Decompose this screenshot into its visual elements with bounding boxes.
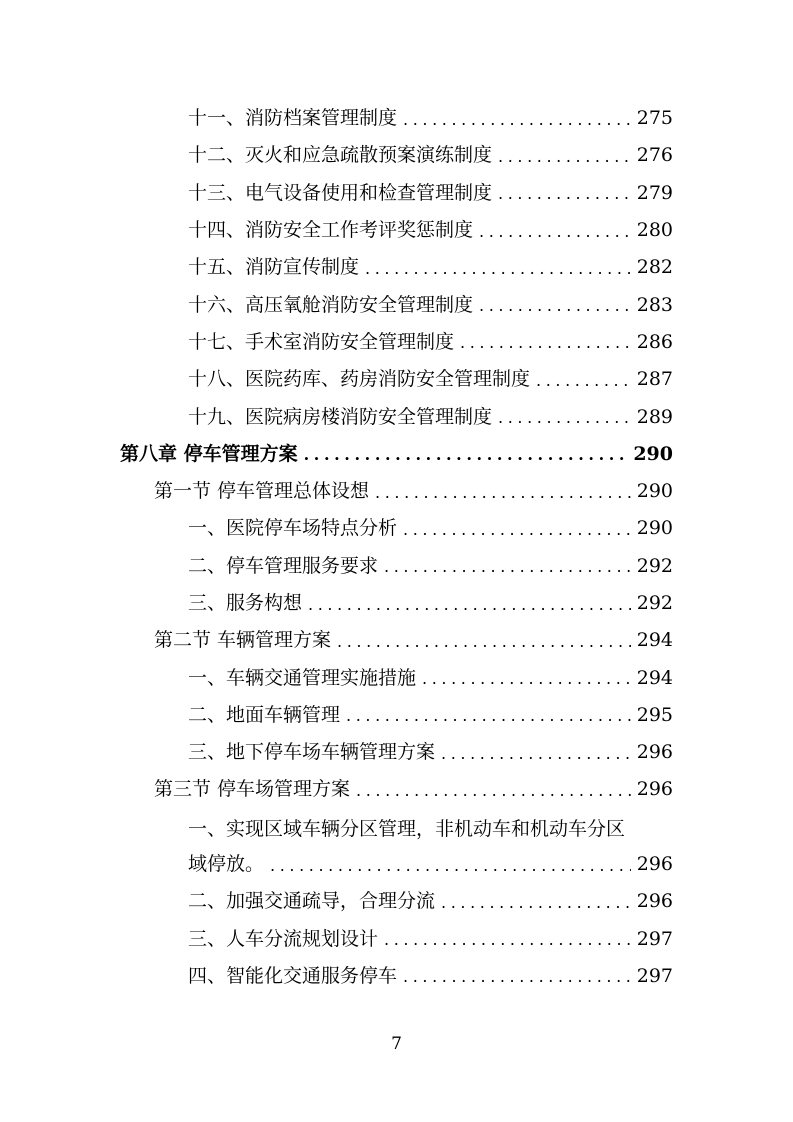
toc-entry-wrapped-continuation[interactable] (0, 846, 673, 883)
toc-entry-page: 296 (636, 853, 673, 876)
toc-entry-title: 十八、医院药库、药房消防安全管理制度 (188, 368, 531, 391)
dot-leader (498, 186, 631, 202)
toc-entry[interactable] (0, 510, 673, 547)
toc-entry-title: 第三节 停车场管理方案 (154, 778, 351, 801)
toc-entry[interactable] (0, 398, 673, 435)
toc-entry-page: 296 (636, 741, 673, 764)
toc-entry[interactable] (0, 585, 673, 622)
toc-entry[interactable] (0, 958, 673, 995)
toc-entry-page: 287 (636, 368, 673, 391)
toc-entry[interactable] (0, 249, 673, 286)
dot-leader (479, 224, 631, 240)
toc-entry-page: 286 (636, 330, 673, 353)
dot-leader (356, 783, 631, 799)
toc-entry-title: 一、医院停车场特点分析 (188, 517, 398, 540)
toc-entry-title: 十一、消防档案管理制度 (188, 107, 398, 130)
toc-entry[interactable] (0, 361, 673, 398)
toc-entry-page: 283 (636, 293, 673, 316)
toc-entry-page: 290 (636, 517, 673, 540)
toc-entry-title: 十三、电气设备使用和检查管理制度 (188, 181, 493, 204)
toc-entry-title: 一、实现区域车辆分区管理，非机动车和机动车分区 (188, 817, 626, 840)
dot-leader (384, 559, 631, 575)
dot-leader (403, 522, 631, 538)
toc-entry-title: 十七、手术室消防安全管理制度 (188, 330, 455, 353)
toc-entry-page: 280 (636, 219, 673, 242)
toc-entry-page: 295 (636, 703, 673, 726)
toc-entry-page: 290 (636, 480, 673, 503)
dot-leader (498, 149, 631, 165)
dot-leader (441, 746, 631, 762)
toc-entry[interactable] (0, 137, 673, 174)
toc-entry-title: 十六、高压氧舱消防安全管理制度 (188, 293, 474, 316)
toc-entry-page: 292 (636, 592, 673, 614)
toc-entry[interactable] (0, 548, 673, 585)
toc-entry-page: 275 (636, 107, 673, 130)
toc-entry-page: 292 (636, 554, 673, 577)
toc-entry[interactable] (0, 100, 673, 137)
toc-entry-title: 第二节 车辆管理方案 (154, 629, 332, 652)
dot-leader (365, 261, 631, 277)
toc-entry-title: 二、加强交通疏导，合理分流 (188, 890, 436, 913)
toc-entry[interactable] (0, 697, 673, 734)
toc-entry-page: 289 (636, 405, 673, 428)
toc-entry-title: 第八章 停车管理方案 (120, 442, 298, 465)
toc-section-entry[interactable] (0, 622, 673, 659)
toc-chapter-entry[interactable] (0, 436, 673, 473)
dot-leader (498, 410, 631, 426)
toc-entry-page: 294 (636, 666, 673, 689)
toc-entry-page: 296 (636, 890, 673, 913)
dot-leader (270, 858, 631, 874)
toc-entry[interactable] (0, 883, 673, 920)
toc-entry-title: 域停放。 (188, 853, 265, 876)
toc-entry-title: 二、停车管理服务要求 (188, 554, 379, 577)
dot-leader (375, 485, 631, 501)
toc-entry[interactable] (0, 921, 673, 958)
toc-entry[interactable] (0, 286, 673, 323)
toc-entry-title: 十二、灭火和应急疏散预案演练制度 (188, 144, 493, 167)
dot-leader (536, 373, 631, 389)
toc-entry-page: 297 (636, 964, 673, 987)
toc-entry-page: 297 (636, 927, 673, 950)
toc-entry-wrapped-first-line[interactable] (0, 809, 673, 846)
toc-entry-page: 294 (636, 629, 673, 652)
toc-entry-title: 十四、消防安全工作考评奖惩制度 (188, 219, 474, 242)
dot-leader (337, 634, 631, 650)
toc-entry-title: 第一节 停车管理总体设想 (154, 480, 370, 503)
dot-leader (460, 335, 631, 351)
toc-entry[interactable] (0, 659, 673, 696)
toc-entry-title: 一、车辆交通管理实施措施 (188, 666, 417, 689)
toc-entry-page: 276 (636, 144, 673, 167)
toc-entry-title: 十九、医院病房楼消防安全管理制度 (188, 405, 493, 428)
toc-entry-page: 279 (636, 181, 673, 204)
toc-entry-title: 二、地面车辆管理 (188, 703, 341, 726)
dot-leader (422, 671, 631, 687)
dot-leader (403, 969, 631, 985)
toc-entry[interactable] (0, 734, 673, 771)
toc-entry[interactable] (0, 212, 673, 249)
dot-leader (384, 932, 631, 948)
dot-leader (308, 597, 631, 613)
table-of-contents (0, 100, 793, 995)
toc-section-entry[interactable] (0, 771, 673, 808)
toc-entry[interactable] (0, 175, 673, 212)
toc-entry-title: 四、智能化交通服务停车 (188, 964, 398, 987)
dot-leader (403, 112, 631, 128)
toc-entry-page: 282 (636, 256, 673, 279)
toc-entry-title: 三、地下停车场车辆管理方案 (188, 741, 436, 764)
toc-section-entry[interactable] (0, 473, 673, 510)
toc-entry-title: 三、服务构想 (188, 592, 303, 614)
dot-leader (346, 708, 631, 724)
dot-leader (304, 447, 628, 463)
toc-entry-title: 三、人车分流规划设计 (188, 927, 379, 950)
page-number: 7 (391, 1034, 402, 1054)
toc-entry[interactable] (0, 324, 673, 361)
toc-entry-page: 296 (636, 778, 673, 801)
dot-leader (479, 298, 631, 314)
toc-entry-page: 290 (633, 442, 673, 465)
dot-leader (441, 895, 631, 911)
toc-entry-title: 十五、消防宣传制度 (188, 256, 360, 279)
